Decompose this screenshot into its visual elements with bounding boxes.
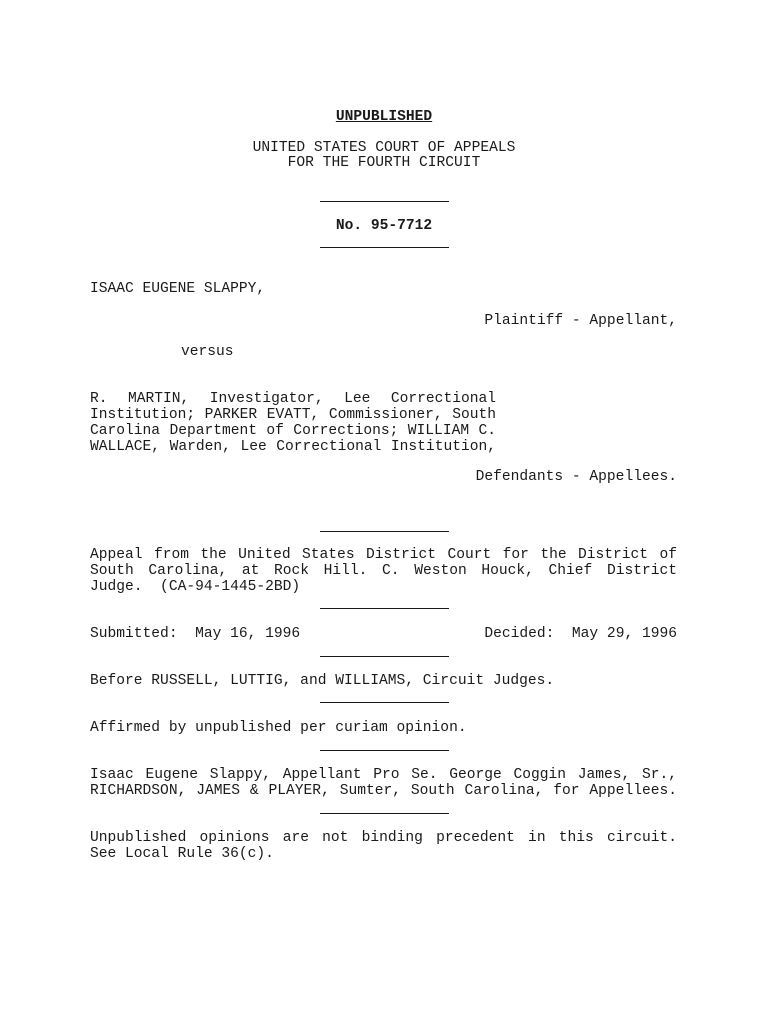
notice-line: Unpublished opinions are not binding precedent in this circuit. bbox=[90, 830, 677, 846]
plaintiff-role: Plaintiff - Appellant, bbox=[484, 313, 677, 329]
appeal-line: Appeal from the United States District Court for the District of bbox=[90, 547, 677, 563]
panel-judges: Before RUSSELL, LUTTIG, and WILLIAMS, Circuit Judges. bbox=[90, 673, 555, 689]
appeal-line: South Carolina, at Rock Hill. C. Weston Houck, Chief District bbox=[90, 563, 677, 579]
defendants-block bbox=[90, 391, 496, 455]
defendants-role: Defendants - Appellees. bbox=[475, 469, 677, 485]
divider-rule bbox=[320, 656, 449, 657]
case-number: No. 95-7712 bbox=[335, 218, 433, 234]
notice-paragraph bbox=[90, 830, 677, 862]
divider-rule bbox=[320, 702, 449, 703]
divider-rule bbox=[320, 247, 449, 248]
defendants-line: Carolina Department of Corrections; WILLIAM C. bbox=[90, 423, 496, 439]
counsel-line: RICHARDSON, JAMES & PLAYER, Sumter, South Carolina, for Appellees. bbox=[90, 783, 677, 799]
defendants-line: WALLACE, Warden, Lee Correctional Institution, bbox=[90, 439, 496, 455]
appeal-line: Judge. (CA-94-1445-2BD) bbox=[90, 579, 301, 595]
counsel-paragraph bbox=[90, 767, 677, 799]
plaintiff-name: ISAAC EUGENE SLAPPY, bbox=[90, 281, 266, 297]
divider-rule bbox=[320, 531, 449, 532]
versus-label: versus bbox=[181, 344, 234, 360]
appeal-paragraph bbox=[90, 547, 677, 595]
unpublished-heading: UNPUBLISHED bbox=[335, 109, 433, 125]
divider-rule bbox=[320, 750, 449, 751]
divider-rule bbox=[320, 201, 449, 202]
defendants-line: R. MARTIN, Investigator, Lee Correctional bbox=[90, 391, 496, 407]
divider-rule bbox=[320, 813, 449, 814]
submitted-date: Submitted: May 16, 1996 bbox=[90, 626, 301, 642]
court-name-line-1: UNITED STATES COURT OF APPEALS bbox=[252, 140, 516, 156]
notice-line: See Local Rule 36(c). bbox=[90, 846, 274, 862]
counsel-line: Isaac Eugene Slappy, Appellant Pro Se. George Coggin James, Sr., bbox=[90, 767, 677, 783]
defendants-line: Institution; PARKER EVATT, Commissioner, South bbox=[90, 407, 496, 423]
decided-date: Decided: May 29, 1996 bbox=[484, 626, 677, 642]
court-name-line-2: FOR THE FOURTH CIRCUIT bbox=[287, 155, 481, 171]
divider-rule bbox=[320, 608, 449, 609]
disposition: Affirmed by unpublished per curiam opinion. bbox=[90, 720, 467, 736]
